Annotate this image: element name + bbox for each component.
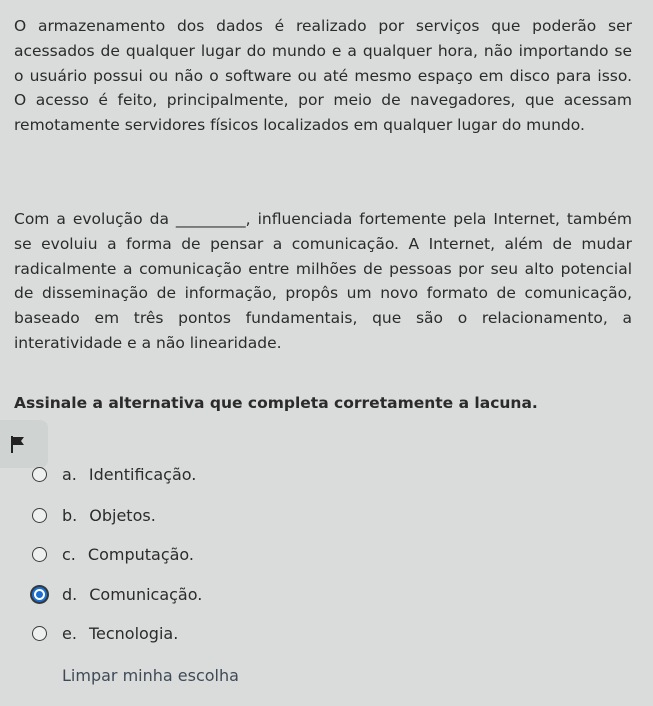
radio-c[interactable] [32, 547, 47, 562]
radio-e[interactable] [32, 626, 47, 641]
option-c[interactable] [32, 541, 332, 567]
option-b[interactable] [32, 502, 332, 528]
option-text: Identificação. [88, 464, 197, 484]
option-a[interactable] [32, 461, 332, 487]
flag-icon [8, 434, 28, 454]
option-letter: e. [62, 623, 77, 643]
option-letter: c. [62, 544, 76, 564]
radio-d[interactable] [32, 587, 47, 602]
option-text: Objetos. [89, 505, 156, 525]
option-letter: d. [62, 584, 78, 604]
radio-b[interactable] [32, 508, 47, 523]
question-paragraph-2: Com a evolução da _________, influenciada fortemente pela Internet, também se evoluiu a forma de pensar a comunicação. A Internet, além de mudar radicalmente a comunicação entre milhões de pessoas por seu alto potencial de disseminação de informação, propôs um novo formato de comunicação, baseado em três pontos fundamentais, que são o relacionamento, a interatividade e a não linearidade. [14, 210, 632, 352]
option-e[interactable] [32, 620, 332, 646]
question-prompt: Assinale a alternativa que completa corretamente a lacuna. [14, 394, 538, 412]
option-text: Comunicação. [89, 584, 203, 604]
clear-choice-link[interactable]: Limpar minha escolha [62, 666, 239, 685]
radio-a[interactable] [32, 467, 47, 482]
option-d[interactable] [32, 581, 332, 607]
option-text: Computação. [87, 544, 195, 564]
option-letter: a. [62, 464, 77, 484]
question-paragraph-1: O armazenamento dos dados é realizado por serviços que poderão ser acessados de qualquer lugar do mundo e a qualquer hora, não importando se o usuário possui ou não o software ou até mesmo espaço em disco para isso. O acesso é feito, principalmente, por meio de navegadores, que acessam remotamente servidores físicos localizados em qualquer lugar do mundo. [14, 17, 632, 135]
option-text: Tecnologia. [88, 623, 179, 643]
option-letter: b. [62, 505, 78, 525]
